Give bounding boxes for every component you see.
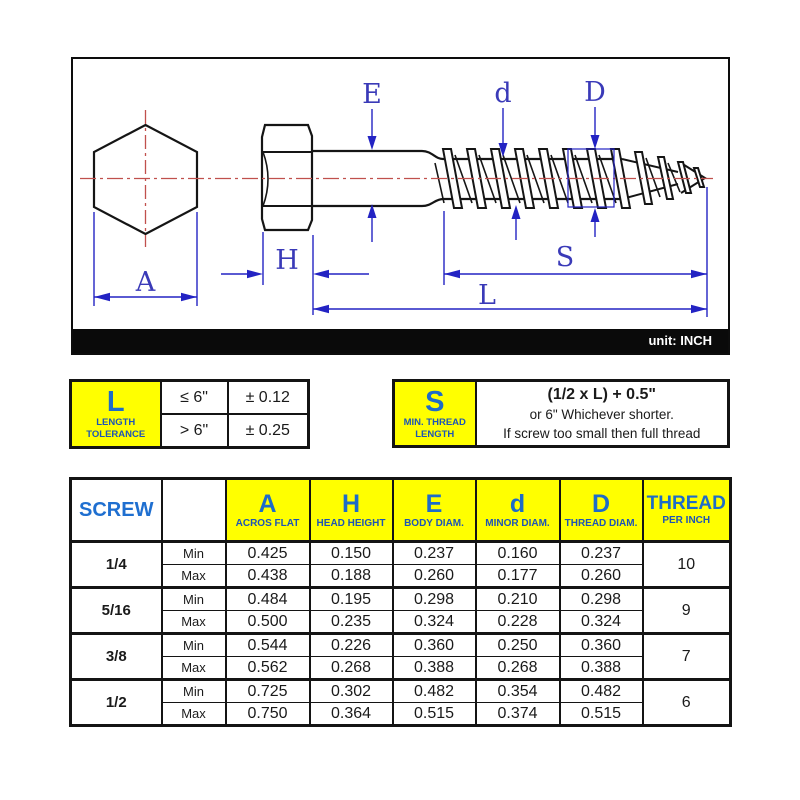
table-row [71, 680, 731, 703]
label-l: L [478, 280, 496, 311]
min-label: Min [162, 634, 226, 657]
value-cell: 0.360 [393, 634, 476, 657]
value-cell: 0.484 [226, 588, 310, 611]
value-cell: 0.228 [476, 611, 560, 634]
table-header-row [71, 479, 731, 542]
value-cell: 0.302 [310, 680, 393, 703]
thread-length-note2: If screw too small then full thread [503, 426, 701, 441]
header-col-h: H HEAD HEIGHT [310, 479, 393, 542]
unit-label: unit: INCH [648, 333, 712, 348]
tolerance-value-1: ± 0.12 [228, 381, 309, 415]
value-cell: 0.160 [476, 542, 560, 565]
tolerance-condition-1: ≤ 6" [161, 381, 228, 415]
unit-bar [73, 329, 728, 353]
label-a: A [135, 267, 156, 298]
tolerance-condition-2: > 6" [161, 414, 228, 448]
value-cell: 0.250 [476, 634, 560, 657]
thread-length-key-cell [394, 381, 476, 447]
header-col-a: A ACROS FLAT [226, 479, 310, 542]
size-3-8: 3/8 [71, 634, 162, 680]
screw-side-view [262, 125, 705, 230]
max-label: Max [162, 565, 226, 588]
value-cell: 0.360 [560, 634, 643, 657]
value-cell: 0.354 [476, 680, 560, 703]
table-row [71, 611, 731, 634]
header-col-d-thread: D THREAD DIAM. [560, 479, 643, 542]
screw-diagram-box [71, 57, 730, 355]
value-cell: 0.500 [226, 611, 310, 634]
tpi-1-4: 10 [643, 542, 731, 588]
value-cell: 0.515 [393, 703, 476, 726]
value-cell: 0.364 [310, 703, 393, 726]
dimension-e [368, 109, 377, 242]
value-cell: 0.725 [226, 680, 310, 703]
length-tolerance-table [69, 379, 310, 449]
tolerance-key-cell [71, 381, 161, 448]
tolerance-key-sub1: LENGTH [96, 417, 136, 428]
value-cell: 0.268 [476, 657, 560, 680]
value-cell: 0.438 [226, 565, 310, 588]
header-col-e: E BODY DIAM. [393, 479, 476, 542]
max-label: Max [162, 657, 226, 680]
value-cell: 0.374 [476, 703, 560, 726]
dimension-l [313, 305, 707, 313]
value-cell: 0.268 [310, 657, 393, 680]
value-cell: 0.177 [476, 565, 560, 588]
value-cell: 0.195 [310, 588, 393, 611]
value-cell: 0.150 [310, 542, 393, 565]
size-1-4: 1/4 [71, 542, 162, 588]
min-thread-length-table [392, 379, 730, 448]
table-row [71, 634, 731, 657]
value-cell: 0.237 [393, 542, 476, 565]
label-e: E [362, 79, 382, 110]
value-cell: 0.298 [560, 588, 643, 611]
value-cell: 0.226 [310, 634, 393, 657]
tolerance-value-2: ± 0.25 [228, 414, 309, 448]
table-row [71, 565, 731, 588]
value-cell: 0.235 [310, 611, 393, 634]
value-cell: 0.482 [560, 680, 643, 703]
thread-length-rule-cell [476, 381, 729, 447]
value-cell: 0.515 [560, 703, 643, 726]
label-d-thread: D [584, 77, 606, 108]
value-cell: 0.237 [560, 542, 643, 565]
header-col-thread: THREAD PER INCH [643, 479, 731, 542]
value-cell: 0.324 [560, 611, 643, 634]
value-cell: 0.388 [393, 657, 476, 680]
max-label: Max [162, 703, 226, 726]
header-col-d-minor: d MINOR DIAM. [476, 479, 560, 542]
tpi-3-8: 7 [643, 634, 731, 680]
thread-length-formula: (1/2 x L) + 0.5" [547, 386, 657, 403]
value-cell: 0.482 [393, 680, 476, 703]
label-d-minor: d [494, 78, 512, 109]
tolerance-key-sub2: TOLERANCE [86, 429, 146, 440]
value-cell: 0.388 [560, 657, 643, 680]
header-screw: SCREW [71, 479, 162, 542]
size-5-16: 5/16 [71, 588, 162, 634]
value-cell: 0.210 [476, 588, 560, 611]
header-empty [162, 479, 226, 542]
value-cell: 0.324 [393, 611, 476, 634]
thread-length-key-sub2: LENGTH [415, 428, 455, 440]
value-cell: 0.260 [393, 565, 476, 588]
label-s: S [555, 242, 575, 273]
thread-length-note1: or 6" Whichever shorter. [529, 407, 674, 422]
screw-dimension-table [69, 477, 732, 727]
max-label: Max [162, 611, 226, 634]
value-cell: 0.298 [393, 588, 476, 611]
table-row [71, 542, 731, 565]
tpi-1-2: 6 [643, 680, 731, 726]
size-1-2: 1/2 [71, 680, 162, 726]
min-label: Min [162, 680, 226, 703]
table-row [71, 588, 731, 611]
tolerance-key-letter: L [106, 386, 125, 418]
table-row [71, 657, 731, 680]
screw-technical-drawing [73, 59, 728, 329]
value-cell: 0.544 [226, 634, 310, 657]
thread-length-key-letter: S [425, 385, 445, 418]
value-cell: 0.188 [310, 565, 393, 588]
label-h: H [275, 245, 299, 276]
value-cell: 0.562 [226, 657, 310, 680]
value-cell: 0.750 [226, 703, 310, 726]
table-row [71, 703, 731, 726]
value-cell: 0.260 [560, 565, 643, 588]
thread-length-key-sub1: MIN. THREAD [403, 416, 466, 428]
value-cell: 0.425 [226, 542, 310, 565]
min-label: Min [162, 588, 226, 611]
min-label: Min [162, 542, 226, 565]
tpi-5-16: 9 [643, 588, 731, 634]
